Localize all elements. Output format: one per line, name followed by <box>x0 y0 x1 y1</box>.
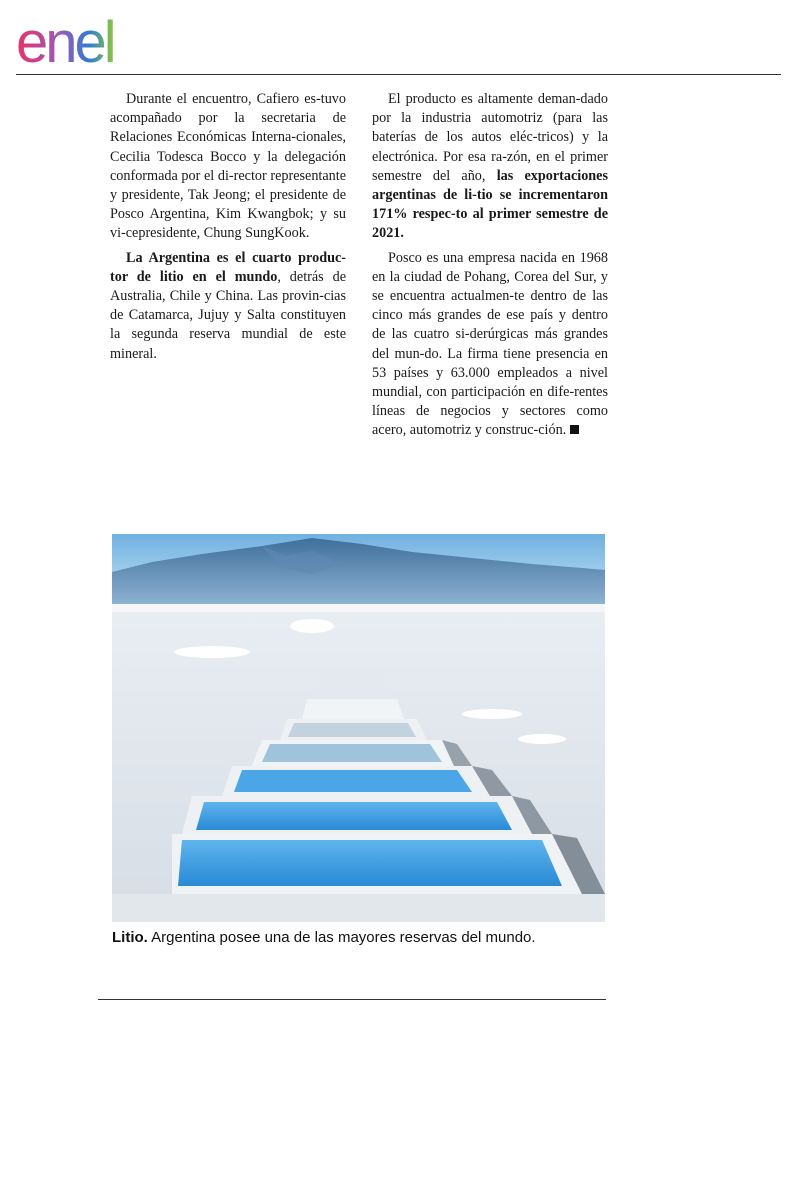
enel-logo <box>16 6 176 68</box>
end-of-article-mark <box>570 425 579 434</box>
article-left-column <box>110 90 346 369</box>
salt-flat-photo <box>112 534 605 922</box>
top-divider <box>16 74 781 75</box>
article-right-column <box>372 90 608 446</box>
paragraph-demand: El producto es altamente deman-dado por la industria automotriz (para las baterías de los autos eléc-tricos) y la electrónica. Por esa ra-zón, en el primer semestre del año, las exportaciones argentinas de li-tio se incrementaron 171% respec-to al primer semestre de 2021. <box>372 91 609 242</box>
caption-text: Argentina posee una de las mayores reservas del mundo. <box>147 929 536 946</box>
paragraph-delegation: Durante el encuentro, Cafiero es-tuvo acompañado por la secretaria de Relaciones Económicas Interna-cionales, Cecilia Todesca Bocco y la delegación conformada por el di-rector representante y presidente, Tak Jeong; el presidente de Posco Argentina, Kim Kwangbok; y su vi-cepresidente, Chung SungKook. <box>110 91 346 242</box>
svg-text:enel: enel <box>16 10 114 68</box>
paragraph-lithium-rank: La Argentina es el cuarto produc-tor de litio en el mundo, detrás de Australia, Chile y China. Las provin-cias de Catamarca, Jujuy y Salta constituyen la segunda reserva mundial de este mineral. <box>110 249 346 362</box>
caption-label: Litio. <box>112 929 148 946</box>
lithium-rank-highlight: La Argentina es el cuarto produc-tor de litio en el mundo <box>110 249 346 285</box>
exports-highlight: las exportaciones argentinas de li-tio se incrementaron 171% respec-to al primer semestre de 2021. <box>372 167 609 242</box>
paragraph-posco: Posco es una empresa nacida en 1968 en la ciudad de Pohang, Corea del Sur, y se encuentra actualmen-te dentro de las cinco más grandes de ese país y dentro de las cuatro si-derúrgicas más grandes del mun-do. La firma tiene presencia en 53 países y 63.000 empleados a nivel mundial, con participación en dife-rentes líneas de negocios y sectores como acero, automotriz y construc-ción. <box>372 249 608 439</box>
bottom-divider <box>98 999 606 1000</box>
photo-caption <box>112 928 612 948</box>
